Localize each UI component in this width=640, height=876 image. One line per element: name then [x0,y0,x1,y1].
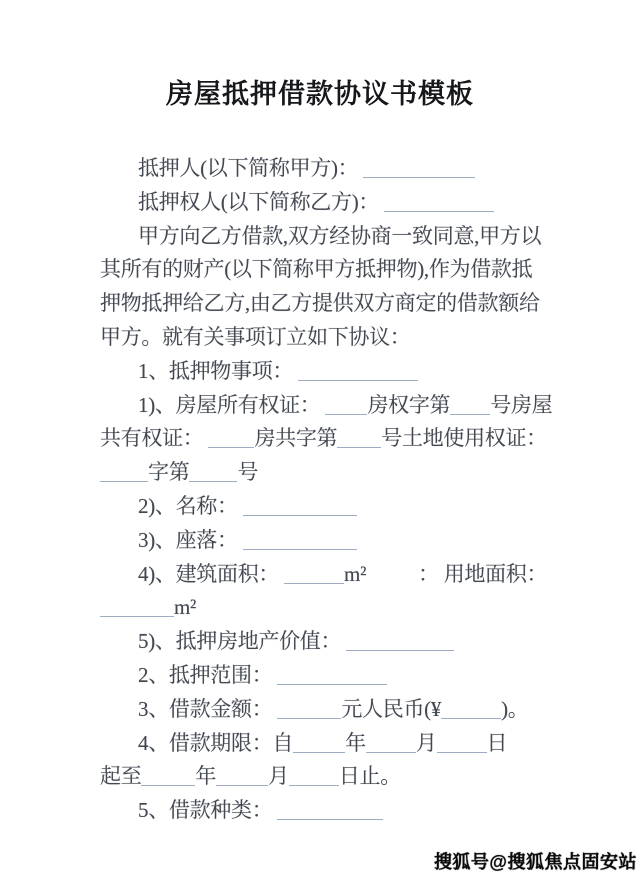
blank-field [325,401,367,415]
blank-field [243,502,357,516]
document-line [100,591,560,625]
line-text: 3、借款金额： [138,696,278,721]
line-text: 2)、名称： [138,493,243,518]
blank-field [293,739,345,753]
blank-field [337,434,381,448]
line-text: 元人民币(¥ [341,696,442,721]
blank-field [100,468,148,482]
line-text: m² [174,595,197,620]
line-text: 4)、建筑面积： [138,561,285,586]
line-text: 号房屋 [490,392,553,417]
line-text: 共有权证： [100,426,209,451]
line-text: 2、抵押范围： [138,662,278,687]
blank-field [366,739,416,753]
document-line [100,422,560,456]
document-line [100,287,560,321]
line-text: )。 [501,696,529,721]
document-line [100,152,560,186]
line-text: 1、抵押物事项： [138,358,299,383]
line-text: 日止。 [338,764,401,789]
line-text: 年 [195,764,217,789]
document-line [100,625,560,659]
line-text: 字第 [148,460,190,485]
line-text: 房权字第 [367,392,451,417]
line-text: 抵押人(以下简称甲方)： [138,156,364,180]
blank-field [384,198,494,212]
document-line [100,760,560,794]
line-text: 号土地使用权证： [381,426,547,451]
blank-field [277,806,383,820]
document-line [100,253,560,287]
blank-field [363,164,475,178]
blank-field [189,468,237,482]
line-text: 押物抵押给乙方,由乙方提供双方商定的借款额给 [100,291,540,316]
line-text: 1)、房屋所有权证： [138,392,326,417]
line-text: 房共字第 [254,426,338,451]
spacer [366,580,418,581]
blank-field [284,570,344,584]
blank-field [450,401,490,415]
blank-field [346,637,454,651]
document-body [100,152,560,828]
document-line [100,794,560,828]
line-text: 甲方向乙方借款,双方经协商一致同意,甲方以 [138,223,542,248]
document-line [100,456,560,490]
document-line [100,220,560,254]
line-text: 日 [486,730,508,755]
line-text: 5)、抵押房地产价值： [138,629,347,654]
line-text: m² [344,561,367,586]
document-line [100,389,560,423]
line-text: 号 [237,460,259,485]
line-text: 月 [268,764,289,789]
blank-field [298,367,418,381]
line-text: 起至 [100,764,142,789]
blank-field [216,772,268,786]
blank-field [243,536,357,550]
document-line [100,321,560,355]
document-line [100,693,560,727]
blank-field [289,772,339,786]
line-text: 甲方。就有关事项订立如下协议： [100,324,411,349]
blank-field [141,772,195,786]
blank-field [100,603,174,617]
document-line [100,490,560,524]
line-text: 5、借款种类： [138,798,278,823]
document-line [100,524,560,558]
document-line [100,659,560,693]
document-line [100,186,560,220]
document-line [100,355,560,389]
line-text: 抵押权人(以下简称乙方)： [138,189,385,214]
line-text: ： 用地面积： [418,561,548,586]
line-text: 月 [415,730,437,755]
line-text: 年 [345,730,366,755]
blank-field [277,671,387,685]
blank-field [277,705,341,719]
blank-field [441,705,501,719]
watermark: 搜狐号@搜狐焦点固安站 [433,852,637,872]
document-line [100,558,560,592]
blank-field [208,434,254,448]
blank-field [437,739,487,753]
document-line [100,727,560,761]
line-text: 其所有的财产(以下简称甲方抵押物),作为借款抵 [100,257,533,282]
document-title: 房屋抵押借款协议书模板 [166,79,474,109]
line-text: 3)、座落： [138,527,243,552]
line-text: 4、借款期限：自 [138,730,294,755]
